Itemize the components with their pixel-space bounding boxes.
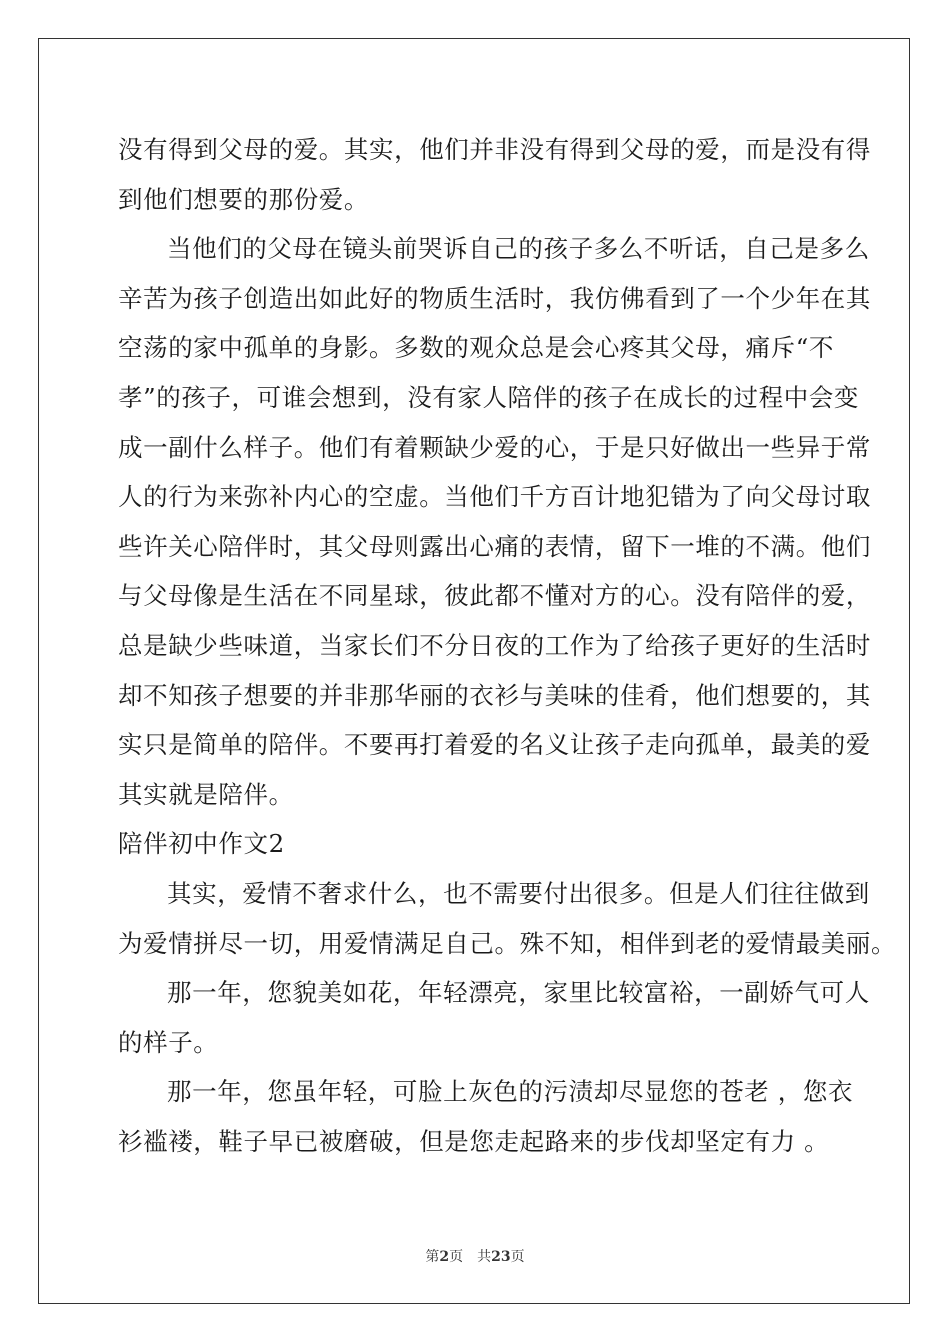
text-line-21: 衫褴褛，鞋子早已被磨破，但是您走起路来的步伐却坚定有力 。 xyxy=(118,1126,830,1156)
text-line-13: 实只是简单的陪伴。不要再打着爱的名义让孩子走向孤单，最美的爱 xyxy=(118,730,871,760)
total-pages: 23 xyxy=(491,1249,511,1265)
page-prefix: 第 xyxy=(425,1249,440,1265)
text-line-19: 的样子。 xyxy=(118,1027,219,1057)
text-line-6: 孝”的孩子，可谁会想到，没有家人陪伴的孩子在成长的过程中会变 xyxy=(118,382,860,412)
text-line-11: 总是缺少些味道，当家长们不分日夜的工作为了给孩子更好的生活时 xyxy=(118,630,871,660)
total-prefix: 共 xyxy=(477,1249,492,1265)
text-line-16: 其实，爱情不奢求什么，也不需要付出很多。但是人们往往做到 xyxy=(167,878,870,908)
page-suffix: 页 xyxy=(449,1249,464,1265)
text-line-14: 其实就是陪伴。 xyxy=(118,779,294,809)
total-suffix: 页 xyxy=(510,1249,525,1265)
document-body xyxy=(118,125,897,1166)
text-line-2: 到他们想要的那份爱。 xyxy=(118,184,369,214)
text-line-20: 那一年，您虽年轻，可脸上灰色的污渍却尽显您的苍老 ，您衣 xyxy=(167,1077,854,1107)
text-line-10: 与父母像是生活在不同星球，彼此都不懂对方的心。没有陪伴的爱， xyxy=(118,581,871,611)
text-line-9: 些许关心陪伴时，其父母则露出心痛的表情，留下一堆的不满。他们 xyxy=(118,531,871,561)
page-number: 2 xyxy=(439,1249,450,1265)
text-line-12: 却不知孩子想要的并非那华丽的衣衫与美味的佳肴，他们想要的，其 xyxy=(118,680,871,710)
text-line-7: 成一副什么样子。他们有着颗缺少爱的心，于是只好做出一些异于常 xyxy=(118,432,871,462)
text-line-1: 没有得到父母的爱。其实，他们并非没有得到父母的爱，而是没有得 xyxy=(118,135,871,164)
text-line-17: 为爱情拼尽一切，用爱情满足自己。殊不知，相伴到老的爱情最美丽。 xyxy=(118,928,897,958)
text-line-4: 辛苦为孩子创造出如此好的物质生活时，我仿佛看到了一个少年在其 xyxy=(118,283,871,313)
page-footer xyxy=(0,1246,950,1266)
section-heading: 陪伴初中作文2 xyxy=(118,829,285,859)
text-line-18: 那一年，您貌美如花，年轻漂亮，家里比较富裕，一副娇气可人 xyxy=(167,978,870,1008)
text-line-3: 当他们的父母在镜头前哭诉自己的孩子多么不听话，自己是多么 xyxy=(167,234,870,264)
text-line-8: 人的行为来弥补内心的空虚。当他们千方百计地犯错为了向父母讨取 xyxy=(118,482,871,512)
text-line-5: 空荡的家中孤单的身影。多数的观众总是会心疼其父母，痛斥“不 xyxy=(118,333,834,363)
